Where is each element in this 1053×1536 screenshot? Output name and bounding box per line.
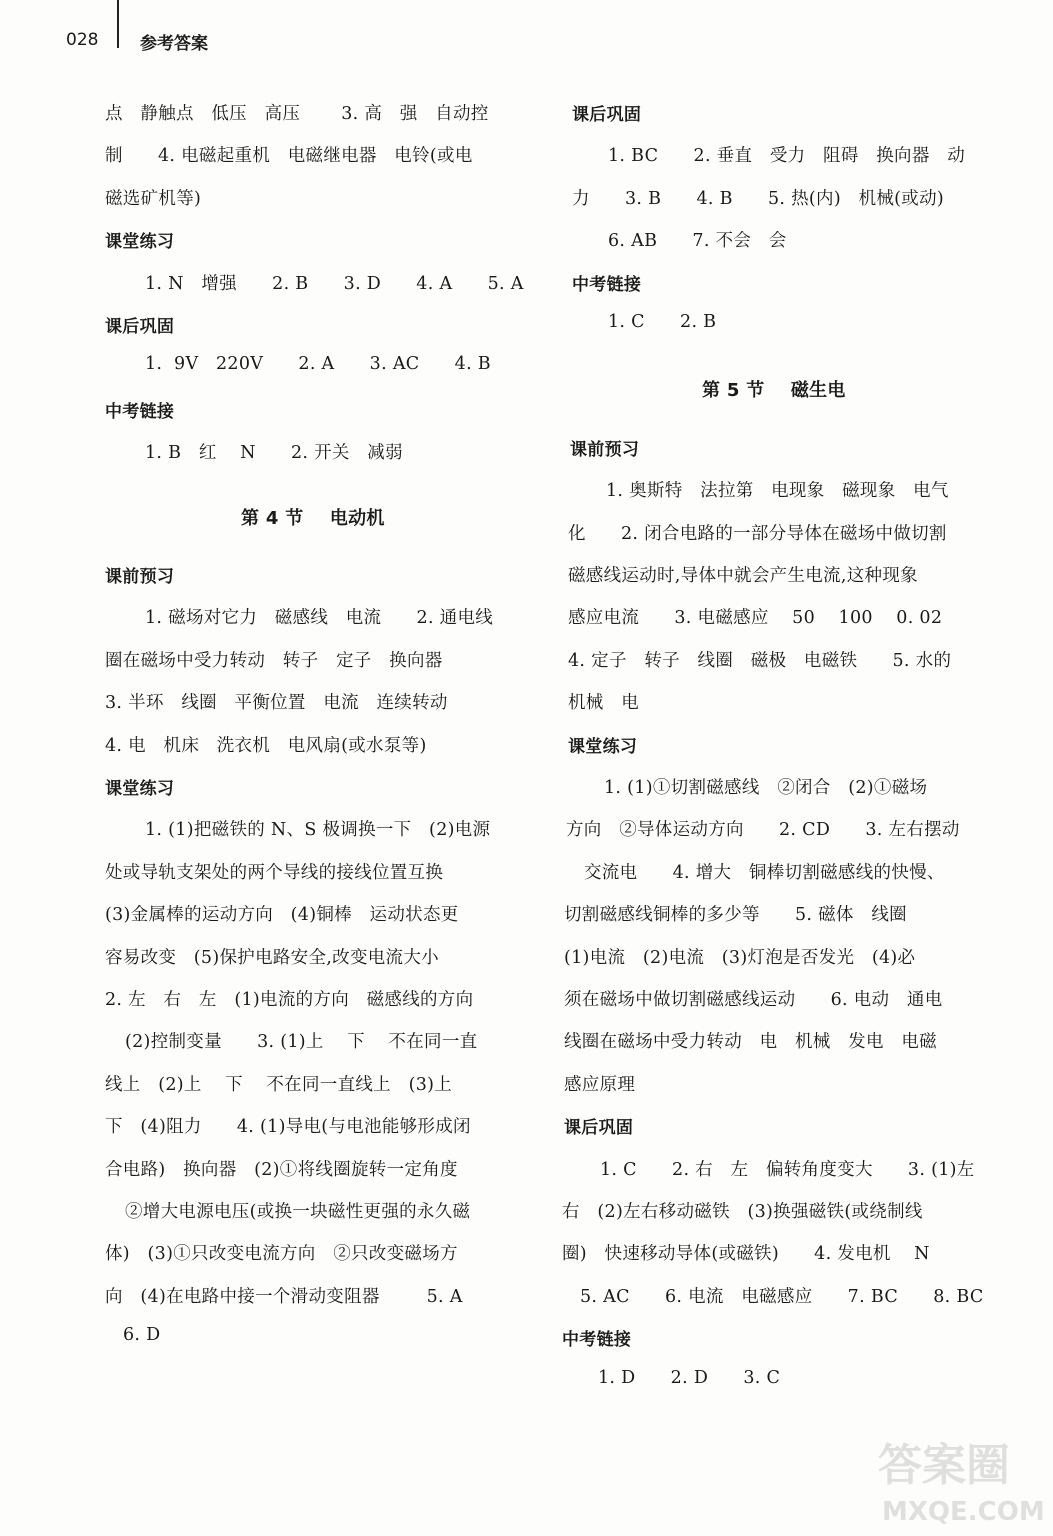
answer-line: 6. AB 7. 不会 会 [608, 231, 787, 252]
answer-line: 点 静触点 低压 高压 3. 高 强 自动控 [105, 104, 489, 124]
answer-line: (3)金属棒的运动方向 (4)铜棒 运动状态更 [105, 905, 459, 926]
section-heading: 课堂练习 [105, 779, 175, 799]
page-header [0, 0, 1053, 60]
answer-line: 处或导轨支架处的两个导线的接线位置互换 [105, 862, 444, 883]
section-title: 第 4 节 电动机 [241, 507, 385, 529]
answer-line: 方向 ②导体运动方向 2. CD 3. 左右摆动 [566, 820, 960, 841]
page-number: 028 [66, 30, 99, 50]
answer-line: 磁选矿机等) [105, 188, 202, 209]
answer-line: 1. (1)把磁铁的 N、S 极调换一下 (2)电源 [145, 820, 491, 841]
answer-line: 化 2. 闭合电路的一部分导体在磁场中做切割 [568, 523, 947, 544]
svg-text:MXQE.COM: MXQE.COM [882, 1497, 1045, 1527]
answer-line: 右 (2)左右移动磁铁 (3)换强磁铁(或绕制线 [562, 1202, 923, 1222]
answer-line: 1. C 2. 右 左 偏转角度变大 3. (1)左 [600, 1159, 975, 1180]
watermark-logo [870, 1430, 1045, 1530]
answer-line: 切割磁感线铜棒的多少等 5. 磁体 线圈 [564, 905, 907, 926]
answer-line: 感应电流 3. 电磁感应 50 100 0. 02 [568, 608, 943, 629]
answer-line: 制 4. 电磁起重机 电磁继电器 电铃(或电 [105, 146, 473, 167]
answer-line: 容易改变 (5)保护电路安全,改变电流大小 [105, 947, 439, 968]
answer-line: 1. D 2. D 3. C [598, 1367, 781, 1388]
answer-line: 机械 电 [568, 693, 639, 714]
answer-line: 线上 (2)上 下 不在同一直线上 (3)上 [105, 1074, 453, 1095]
answer-line: 2. 左 右 左 (1)电流的方向 磁感线的方向 [105, 990, 474, 1010]
answer-line: 1. 奥斯特 法拉第 电现象 磁现象 电气 [606, 481, 949, 502]
answer-line: ②增大电源电压(或换一块磁性更强的永久磁 [125, 1202, 471, 1222]
answer-line: 1. 9V 220V 2. A 3. AC 4. B [145, 354, 491, 375]
section-heading: 课后巩固 [572, 105, 642, 125]
section-heading: 中考链接 [562, 1330, 632, 1351]
answer-line: 力 3. B 4. B 5. 热(内) 机械(或动) [572, 188, 945, 209]
section-title: 第 5 节 磁生电 [702, 380, 846, 402]
answer-line: (2)控制变量 3. (1)上 下 不在同一直 [125, 1032, 478, 1053]
answer-line: 向 (4)在电路中接一个滑动变阻器 5. A [105, 1286, 463, 1307]
answer-line: 5. AC 6. 电流 电磁感应 7. BC 8. BC [580, 1286, 984, 1307]
answer-line: 4. 电 机床 洗衣机 电风扇(或水泵等) [105, 735, 427, 756]
header-divider [117, 0, 119, 48]
answer-line: 圈在磁场中受力转动 转子 定子 换向器 [105, 650, 443, 671]
answer-line: 1. BC 2. 垂直 受力 阻碍 换向器 动 [608, 146, 966, 167]
section-heading: 中考链接 [572, 274, 642, 295]
answer-line: 体) (3)①只改变电流方向 ②只改变磁场方 [105, 1244, 458, 1265]
answer-line: 线圈在磁场中受力转动 电 机械 发电 电磁 [564, 1032, 937, 1053]
section-heading: 中考链接 [105, 401, 175, 422]
section-heading: 课堂练习 [105, 232, 175, 253]
answer-line: (1)电流 (2)电流 (3)灯泡是否发光 (4)必 [564, 947, 916, 968]
answer-line: 1. N 增强 2. B 3. D 4. A 5. A [145, 273, 524, 294]
section-heading: 课前预习 [570, 439, 640, 460]
svg-text:答案圈: 答案圈 [878, 1440, 1010, 1491]
answer-line: 感应原理 [564, 1074, 636, 1095]
answer-line: 3. 半环 线圈 平衡位置 电流 连续转动 [105, 693, 448, 714]
answer-line: 1. (1)①切割磁感线 ②闭合 (2)①磁场 [604, 778, 928, 798]
section-heading: 课后巩固 [105, 317, 175, 337]
answer-line: 交流电 4. 增大 铜棒切割磁感线的快慢、 [584, 862, 945, 883]
answer-line: 须在磁场中做切割磁感线运动 6. 电动 通电 [564, 990, 943, 1010]
section-heading: 课后巩固 [564, 1118, 634, 1139]
answer-line: 合电路) 换向器 (2)①将线圈旋转一定角度 [105, 1159, 458, 1180]
answer-line: 下 (4)阻力 4. (1)导电(与电池能够形成闭 [105, 1117, 471, 1138]
answer-line: 1. C 2. B [608, 312, 717, 332]
answer-line: 圈) 快速移动导体(或磁铁) 4. 发电机 N [562, 1244, 930, 1265]
answer-line: 6. D [123, 1325, 161, 1346]
answer-line: 磁感线运动时,导体中就会产生电流,这种现象 [568, 566, 918, 586]
section-heading: 课前预习 [105, 567, 175, 587]
answer-line: 4. 定子 转子 线圈 磁极 电磁铁 5. 水的 [568, 650, 952, 671]
answer-line: 1. B 红 N 2. 开关 减弱 [145, 443, 403, 464]
header-title: 参考答案 [140, 34, 208, 54]
answer-line: 1. 磁场对它力 磁感线 电流 2. 通电线 [145, 608, 494, 629]
section-heading: 课堂练习 [568, 736, 638, 757]
